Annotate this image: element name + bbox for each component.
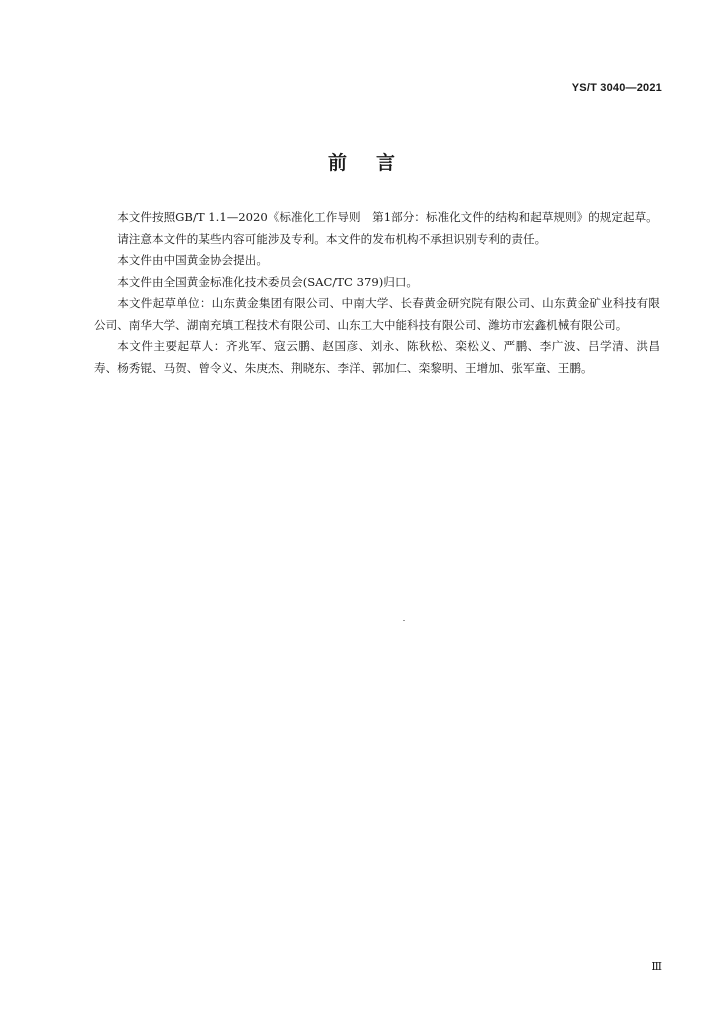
title-char-1: 前: [327, 152, 348, 174]
scan-speck: [403, 620, 405, 621]
paragraph-patent-notice: 请注意本文件的某些内容可能涉及专利。本文件的发布机构不承担识别专利的责任。: [117, 231, 547, 246]
paragraph-technical-committee: 本文件由全国黄金标准化技术委员会(SAC/TC 379)归口。: [117, 274, 419, 289]
title-char-2: 言: [376, 152, 397, 174]
paragraph-drafters: 本文件主要起草人：齐兆军、寇云鹏、赵国彦、刘永、陈秋松、栾松义、严鹏、李广波、吕学清、洪昌寿、杨秀锟、马贺、曾令义、朱庚杰、荆晓东、李洋、郭加仁、栾黎明、王增加、张军童、王鹏。: [94, 339, 660, 375]
standard-code: YS/T 3040—2021: [571, 82, 662, 94]
paragraph-drafting-units: 本文件起草单位：山东黄金集团有限公司、中南大学、长春黄金研究院有限公司、山东黄金矿业科技有限公司、南华大学、湖南充填工程技术有限公司、山东工大中能科技有限公司、潍坊市宏鑫机械有限公司。: [94, 296, 660, 332]
page-title: [0, 148, 724, 175]
page-number: Ⅲ: [651, 960, 662, 973]
paragraph-proposer: 本文件由中国黄金协会提出。: [117, 253, 268, 267]
paragraph-drafting-rules: 本文件按照GB/T 1.1—2020《标准化工作导则 第1部分：标准化文件的结构和起草规则》的规定起草。: [117, 210, 658, 224]
foreword-body: [94, 207, 660, 379]
